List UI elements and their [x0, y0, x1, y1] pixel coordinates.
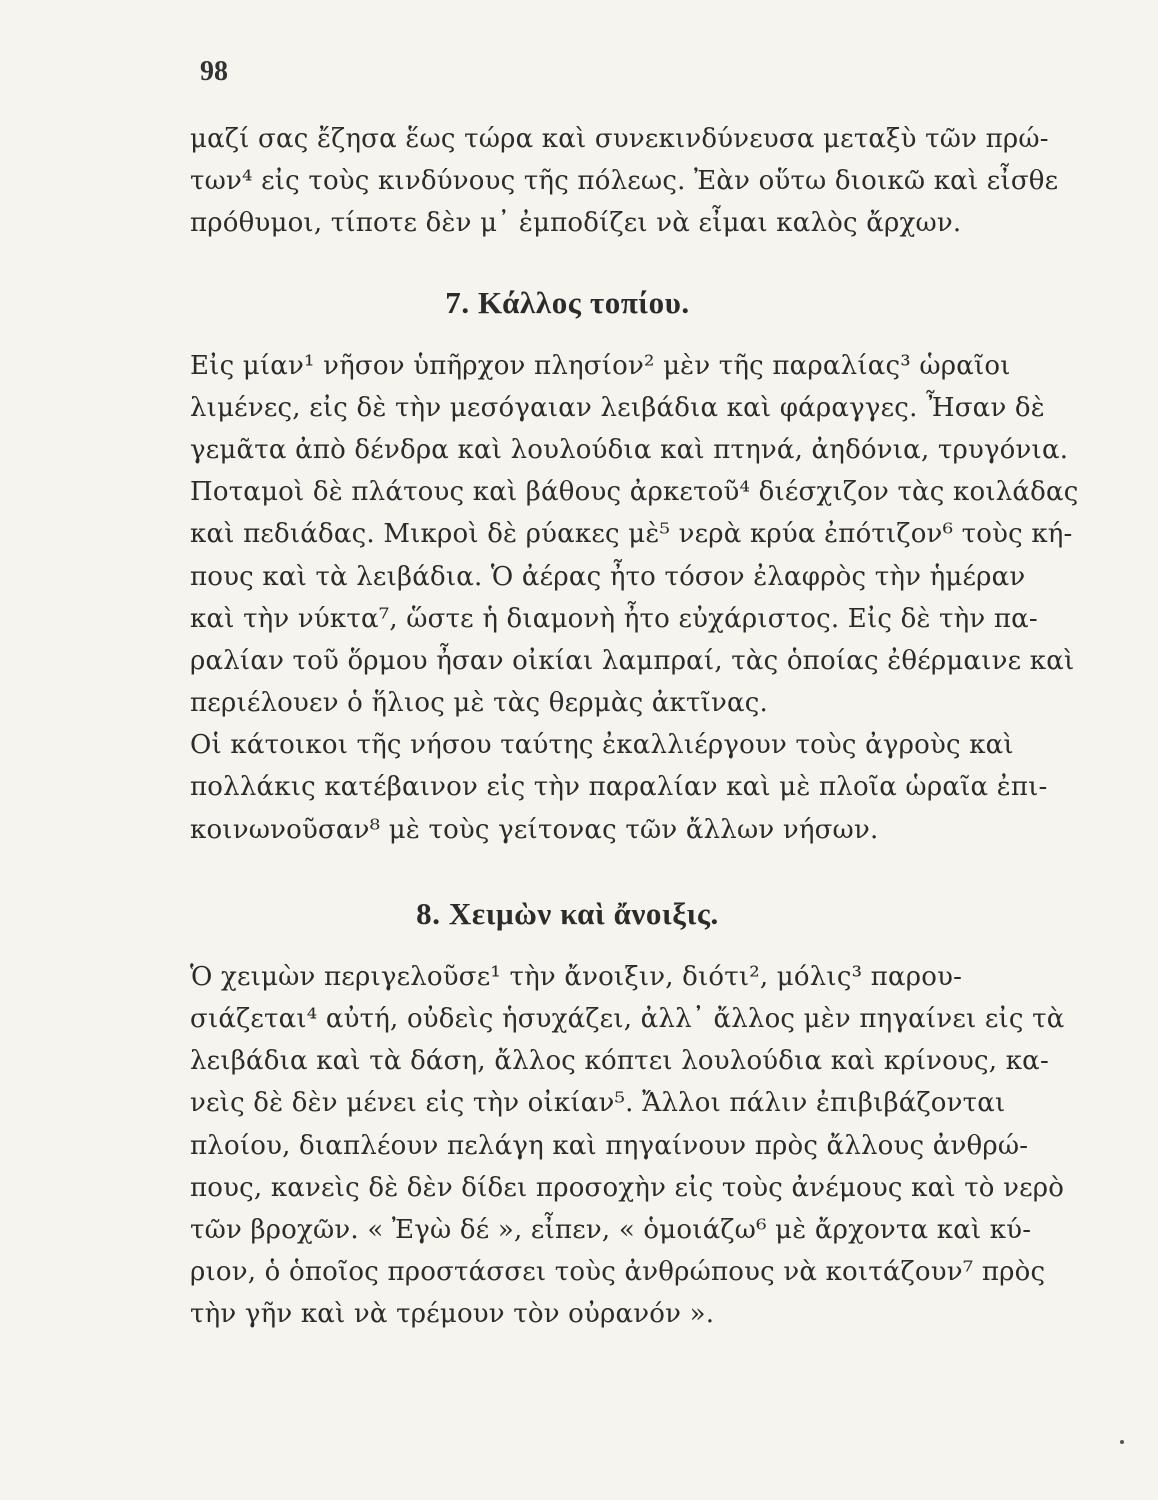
text-line: καὶ τὴν νύκτα⁷, ὥστε ἡ διαμονὴ ἦτο εὐχάριστος. Εἰς δὲ τὴν πα- — [190, 603, 1038, 634]
text-line: καὶ πεδιάδας. Μικροὶ δὲ ρύακες μὲ⁵ νερὰ κρύα ἐπότιζον⁶ τοὺς κή- — [190, 519, 1073, 550]
text-line: τῶν βροχῶν. « Ἐγὼ δέ », εἶπεν, « ὁμοιάζω⁶ μὲ ἄρχοντα καὶ κύ- — [190, 1214, 1032, 1245]
text-line: ριον, ὁ ὁποῖος προστάσσει τοὺς ἀνθρώπους νὰ κοιτάζουν⁷ πρὸς — [190, 1257, 1046, 1288]
text-line: νεὶς δὲ δὲν μένει εἰς τὴν οἰκίαν⁵. Ἄλλοι πάλιν ἐπιβιβάζονται — [190, 1088, 1006, 1119]
text-line: ραλίαν τοῦ ὅρμου ἦσαν οἰκίαι λαμπραί, τὰς ὁποίας ἐθέρμαινε καὶ — [190, 645, 1075, 676]
text-line: Οἱ κάτοικοι τῆς νήσου ταύτης ἐκαλλιέργουν τοὺς ἀγροὺς καὶ — [190, 730, 1014, 761]
text-line: πρόθυμοι, τίποτε δὲν μ᾽ ἐμποδίζει νὰ εἶμαι καλὸς ἄρχων. — [190, 208, 962, 239]
text-line: περιέλουεν ὁ ἥλιος μὲ τὰς θερμὰς ἀκτῖνας. — [190, 688, 768, 719]
text-line: τὴν γῆν καὶ νὰ τρέμουν τὸν οὐρανόν ». — [190, 1299, 715, 1330]
section-8-heading: 8. Χειμὼν καὶ ἄνοιξις. — [416, 895, 719, 931]
text-line: πλοίου, διαπλέουν πελάγη καὶ πηγαίνουν πρὸς ἄλλους ἀνθρώ- — [190, 1130, 1029, 1161]
section-7-text — [190, 345, 1079, 851]
text-line: πους, κανεὶς δὲ δὲν δίδει προσοχὴν εἰς τοὺς ἀνέμους καὶ τὸ νερὸ — [190, 1172, 1065, 1203]
section-7-heading: 7. Κάλλος τοπίου. — [445, 284, 690, 320]
ink-speck — [1120, 1440, 1124, 1444]
intro-paragraph — [190, 118, 1059, 245]
text-line: σιάζεται⁴ αὐτή, οὐδεὶς ἡσυχάζει, ἀλλ᾽ ἄλλος μὲν πηγαίνει εἰς τὰ — [190, 1004, 1065, 1034]
text-line: μαζί σας ἔζησα ἕως τώρα καὶ συνεκινδύνευσα μεταξὺ τῶν πρώ- — [190, 124, 1049, 154]
text-line: πολλάκις κατέβαινον εἰς τὴν παραλίαν καὶ μὲ πλοῖα ὡραῖα ἐπι- — [190, 772, 1048, 803]
section-8-text — [190, 956, 1065, 1336]
text-line: γεμᾶτα ἀπὸ δένδρα καὶ λουλούδια καὶ πτηνά, ἀηδόνια, τρυγόνια. — [190, 434, 1069, 465]
text-line: κοινωνοῦσαν⁸ μὲ τοὺς γείτονας τῶν ἄλλων νήσων. — [190, 814, 879, 845]
text-line: των⁴ εἰς τοὺς κινδύνους τῆς πόλεως. Ἐὰν οὕτω διοικῶ καὶ εἶσθε — [190, 166, 1059, 197]
text-line: Ποταμοὶ δὲ πλάτους καὶ βάθους ἀρκετοῦ⁴ διέσχιζον τὰς κοιλάδας — [190, 477, 1079, 508]
page-body — [190, 118, 1079, 1336]
text-line: λειβάδια καὶ τὰ δάση, ἄλλος κόπτει λουλούδια καὶ κρίνους, κα- — [190, 1046, 1049, 1077]
text-line: Ὁ χειμὼν περιγελοῦσε¹ τὴν ἄνοιξιν, διότι², μόλις³ παρου- — [190, 961, 963, 992]
text-line: πους καὶ τὰ λειβάδια. Ὁ ἀέρας ἦτο τόσον ἐλαφρὸς τὴν ἡμέραν — [190, 561, 1026, 592]
page-number: 98 — [200, 56, 228, 87]
text-line: Εἰς μίαν¹ νῆσον ὑπῆρχον πλησίον² μὲν τῆς παραλίας³ ὡραῖοι — [190, 350, 1011, 381]
text-line: λιμένες, εἰς δὲ τὴν μεσόγαιαν λειβάδια καὶ φάραγγες. Ἦσαν δὲ — [190, 392, 1045, 423]
